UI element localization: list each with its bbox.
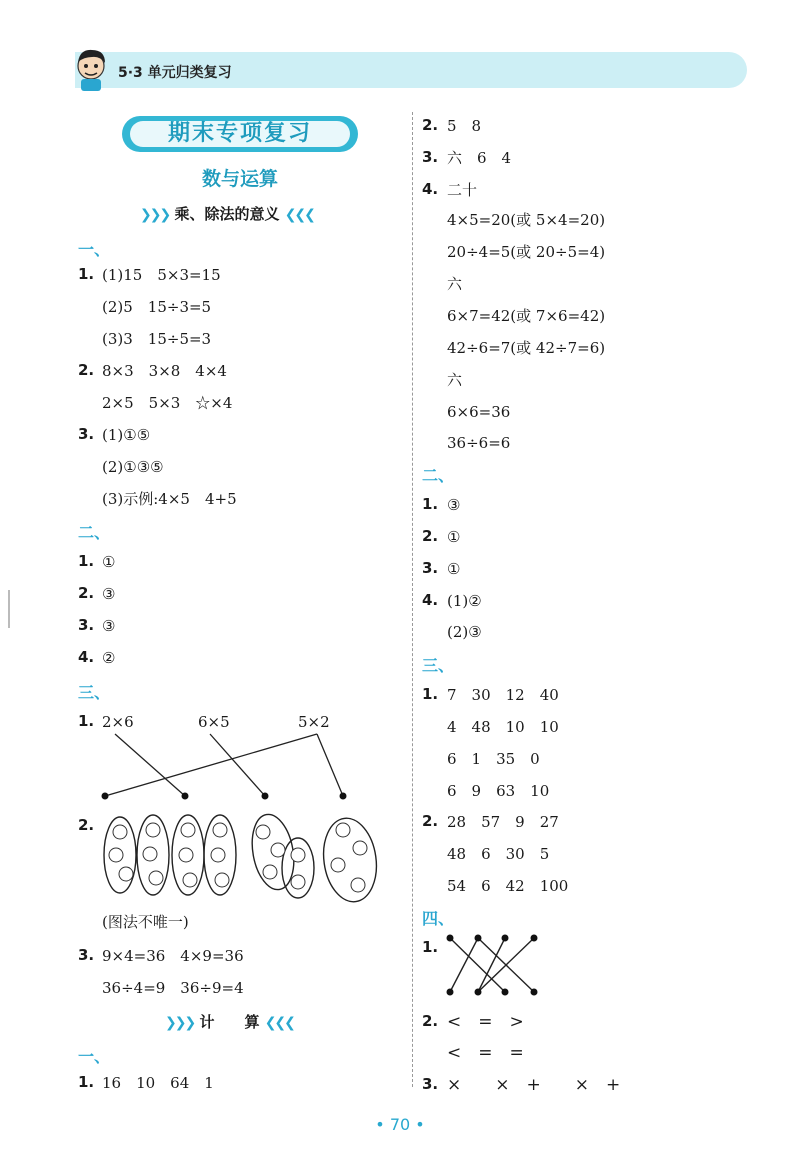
subsection-heading-1 <box>140 203 314 224</box>
answer-line: ② <box>102 649 116 667</box>
question-number: 2. <box>78 584 95 602</box>
answer-line: 42÷6=7(或 42÷7=6) <box>447 339 606 357</box>
answer-line: (2)5 15÷3=5 <box>102 298 212 316</box>
match-label: 6×5 <box>198 713 230 731</box>
answer-line: 36÷4=9 36÷9=4 <box>102 979 244 997</box>
question-number: 3. <box>422 559 439 577</box>
answer-line: 六 <box>447 371 463 389</box>
duck-groups <box>98 810 383 908</box>
answer-line: 8×3 3×8 4×4 <box>102 362 227 380</box>
question-number: 2. <box>422 527 439 545</box>
answer-line: 2×5 5×3 ☆×4 <box>102 394 233 412</box>
answer-line: 二十 <box>447 181 478 199</box>
matching-lines <box>95 728 365 808</box>
note: (图法不唯一) <box>102 913 189 931</box>
answer-line: 6×7=42(或 7×6=42) <box>447 307 606 325</box>
answer-line: ③ <box>102 617 116 635</box>
answer-line: ① <box>102 553 116 571</box>
question-number: 3. <box>78 425 95 443</box>
question-number: 1. <box>422 938 439 956</box>
answer-line: < = > <box>447 1012 524 1032</box>
question-number: 4. <box>78 648 95 666</box>
part-heading: 一、 <box>78 240 111 259</box>
question-number: 1. <box>78 712 95 730</box>
answer-line: × × + × + <box>447 1075 621 1095</box>
answer-line: ③ <box>447 496 461 514</box>
question-number: 2. <box>422 116 439 134</box>
answer-line: 9×4=36 4×9=36 <box>102 947 244 965</box>
brand-label: 5·3 单元归类复习 <box>118 65 232 81</box>
question-number: 3. <box>422 1075 439 1093</box>
question-number: 1. <box>78 1073 95 1091</box>
question-number: 4. <box>422 591 439 609</box>
subsection-heading-2 <box>165 1011 294 1032</box>
answer-line: 54 6 42 100 <box>447 877 569 895</box>
match-label: 2×6 <box>102 713 134 731</box>
dot-matching-diagram <box>440 930 550 1000</box>
gutter-mark <box>8 590 10 628</box>
answer-line: (1)② <box>447 592 482 610</box>
answer-line: 6 9 63 10 <box>447 782 550 800</box>
question-number: 2. <box>422 812 439 830</box>
answer-line: (1)①⑤ <box>102 426 151 444</box>
answer-line: 20÷4=5(或 20÷5=4) <box>447 243 606 261</box>
subtitle: 数与运算 <box>201 168 278 190</box>
answer-line: (1)15 5×3=15 <box>102 266 221 284</box>
question-number: 4. <box>422 180 439 198</box>
answer-line: 5 8 <box>447 117 482 135</box>
chevron-right-icon: ❯❯❯ <box>140 207 170 223</box>
answer-line: 36÷6=6 <box>447 434 511 452</box>
answer-line: 28 57 9 27 <box>447 813 559 831</box>
match-label: 5×2 <box>298 713 330 731</box>
answer-line: 六 <box>447 275 463 293</box>
section-title: 期末专项复习 <box>130 121 350 147</box>
answer-line: 4×5=20(或 5×4=20) <box>447 211 606 229</box>
page-number: • 70 • <box>375 1115 425 1134</box>
answer-line: 4 48 10 10 <box>447 718 559 736</box>
subsection-label: 乘、除法的意义 <box>174 205 280 223</box>
chevron-left-icon: ❮❮❮ <box>284 207 314 223</box>
column-divider <box>412 112 413 1087</box>
part-heading: 三、 <box>78 683 111 702</box>
chevron-right-icon: ❯❯❯ <box>165 1015 195 1031</box>
question-number: 3. <box>78 616 95 634</box>
answer-line: < = = <box>447 1043 524 1063</box>
question-number: 1. <box>78 265 95 283</box>
answer-line: 6×6=36 <box>447 403 511 421</box>
question-number: 3. <box>422 148 439 166</box>
answer-line: ③ <box>102 585 116 603</box>
part-heading: 一、 <box>78 1047 111 1066</box>
answer-line: 7 30 12 40 <box>447 686 559 704</box>
answer-line: ① <box>447 528 461 546</box>
answer-line: 16 10 64 1 <box>102 1074 214 1092</box>
question-number: 3. <box>78 946 95 964</box>
answer-line: (2)①③⑤ <box>102 458 164 476</box>
question-number: 2. <box>422 1012 439 1030</box>
question-number: 1. <box>422 685 439 703</box>
part-heading: 二、 <box>78 523 111 542</box>
answer-line: 六 6 4 <box>447 149 512 167</box>
subsection-label: 计 算 <box>199 1013 260 1031</box>
mascot-icon <box>72 46 110 92</box>
part-heading: 四、 <box>422 909 455 928</box>
answer-line: 48 6 30 5 <box>447 845 550 863</box>
question-number: 2. <box>78 361 95 379</box>
question-number: 2. <box>78 816 95 834</box>
question-number: 1. <box>78 552 95 570</box>
chevron-left-icon: ❮❮❮ <box>264 1015 294 1031</box>
answer-line: (3)示例:4×5 4+5 <box>102 490 237 508</box>
answer-line: ① <box>447 560 461 578</box>
part-heading: 三、 <box>422 656 455 675</box>
question-number: 1. <box>422 495 439 513</box>
answer-line: (3)3 15÷5=3 <box>102 330 212 348</box>
part-heading: 二、 <box>422 466 455 485</box>
answer-line: (2)③ <box>447 623 482 641</box>
answer-line: 6 1 35 0 <box>447 750 540 768</box>
